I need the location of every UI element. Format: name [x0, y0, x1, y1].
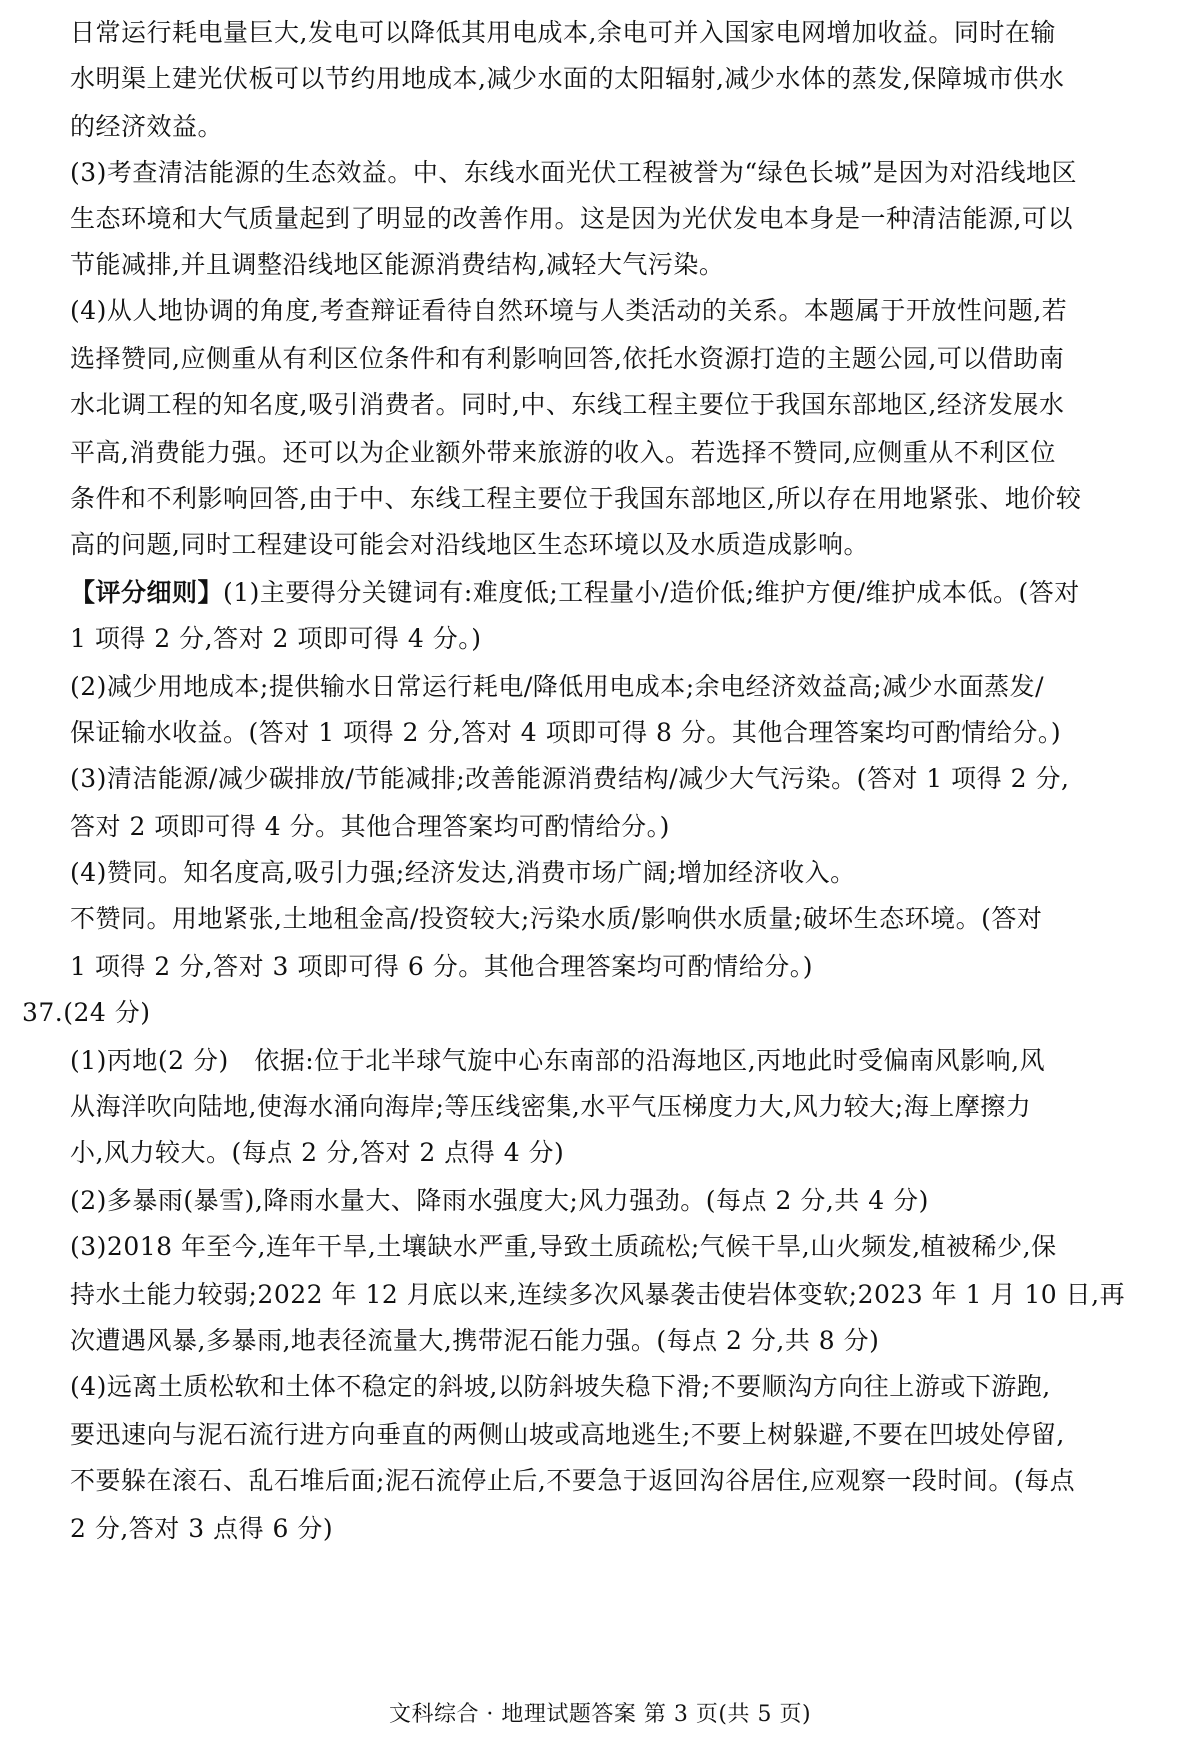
text-line: 生态环境和大气质量起到了明显的改善作用。这是因为光伏发电本身是一种清洁能源,可以	[70, 204, 1073, 233]
text-line: (4)远离土质松软和土体不稳定的斜坡,以防斜坡失稳下滑;不要顺沟方向往上游或下游跑,	[70, 1372, 1051, 1401]
text-line: (2)减少用地成本;提供输水日常运行耗电/降低用电成本;余电经济效益高;减少水面蒸发/	[70, 672, 1045, 701]
text-line: (1)丙地(2 分) 依据:位于北半球气旋中心东南部的沿海地区,丙地此时受偏南风影响,风	[70, 1046, 1046, 1075]
text-line: (3)考查清洁能源的生态效益。中、东线水面光伏工程被誉为“绿色长城”是因为对沿线地区	[70, 158, 1077, 187]
text-line: (4)从人地协调的角度,考查辩证看待自然环境与人类活动的关系。本题属于开放性问题,若	[70, 296, 1068, 325]
text-line: 2 分,答对 3 点得 6 分)	[70, 1514, 334, 1543]
text-line: 水北调工程的知名度,吸引消费者。同时,中、东线工程主要位于我国东部地区,经济发展水	[70, 390, 1065, 419]
text-line: 要迅速向与泥石流行进方向垂直的两侧山坡或高地逃生;不要上树躲避,不要在凹坡处停留,	[70, 1420, 1065, 1449]
text-line: 不要躲在滚石、乱石堆后面;泥石流停止后,不要急于返回沟谷居住,应观察一段时间。(每点	[70, 1466, 1076, 1495]
text-line: 平高,消费能力强。还可以为企业额外带来旅游的收入。若选择不赞同,应侧重从不利区位	[70, 438, 1056, 467]
text-line: 1 项得 2 分,答对 3 项即可得 6 分。其他合理答案均可酌情给分。)	[70, 952, 813, 981]
text-line: (3)清洁能源/减少碳排放/节能减排;改善能源消费结构/减少大气污染。(答对 1 项得 2 分,	[70, 764, 1070, 793]
text-line: 的经济效益。	[70, 112, 224, 141]
text-line: 小,风力较大。(每点 2 分,答对 2 点得 4 分)	[70, 1138, 565, 1167]
question-number: 37.(24 分)	[22, 998, 151, 1027]
text-line: 条件和不利影响回答,由于中、东线工程主要位于我国东部地区,所以存在用地紧张、地价较	[70, 484, 1082, 513]
scoring-rules-line	[70, 578, 1150, 608]
text-line: 日常运行耗电量巨大,发电可以降低其用电成本,余电可并入国家电网增加收益。同时在输	[70, 18, 1056, 47]
text-line: 答对 2 项即可得 4 分。其他合理答案均可酌情给分。)	[70, 812, 670, 841]
text-line: 节能减排,并且调整沿线地区能源消费结构,减轻大气污染。	[70, 250, 725, 279]
scoring-rules-heading: 【评分细则】	[70, 578, 224, 607]
text-line: 1 项得 2 分,答对 2 项即可得 4 分。)	[70, 624, 482, 653]
text-line: 持水土能力较弱;2022 年 12 月底以来,连续多次风暴袭击使岩体变软;2023 年 1 月 10 日,再	[70, 1280, 1126, 1309]
text-line: 从海洋吹向陆地,使海水涌向海岸;等压线密集,水平气压梯度力大,风力较大;海上摩擦力	[70, 1092, 1032, 1121]
text-line: (4)赞同。知名度高,吸引力强;经济发达,消费市场广阔;增加经济收入。	[70, 858, 856, 887]
page-footer: 文科综合 · 地理试题答案 第 3 页(共 5 页)	[388, 1702, 812, 1727]
text-line: 选择赞同,应侧重从有利区位条件和有利影响回答,依托水资源打造的主题公园,可以借助南	[70, 344, 1065, 373]
text-line: 水明渠上建光伏板可以节约用地成本,减少水面的太阳辐射,减少水体的蒸发,保障城市供水	[70, 64, 1065, 93]
text-line: (1)主要得分关键词有:难度低;工程量小/造价低;维护方便/维护成本低。(答对	[223, 578, 1080, 607]
text-line: 保证输水收益。(答对 1 项得 2 分,答对 4 项即可得 8 分。其他合理答案均可酌情给分。)	[70, 718, 1062, 747]
text-line: (2)多暴雨(暴雪),降雨水量大、降雨水强度大;风力强劲。(每点 2 分,共 4 分)	[70, 1186, 929, 1215]
text-line: (3)2018 年至今,连年干旱,土壤缺水严重,导致土质疏松;气候干旱,山火频发,植被稀少,保	[70, 1232, 1057, 1261]
text-line: 高的问题,同时工程建设可能会对沿线地区生态环境以及水质造成影响。	[70, 530, 869, 559]
text-line: 次遭遇风暴,多暴雨,地表径流量大,携带泥石能力强。(每点 2 分,共 8 分)	[70, 1326, 880, 1355]
text-line: 不赞同。用地紧张,土地租金高/投资较大;污染水质/影响供水质量;破坏生态环境。(答对	[70, 904, 1043, 933]
